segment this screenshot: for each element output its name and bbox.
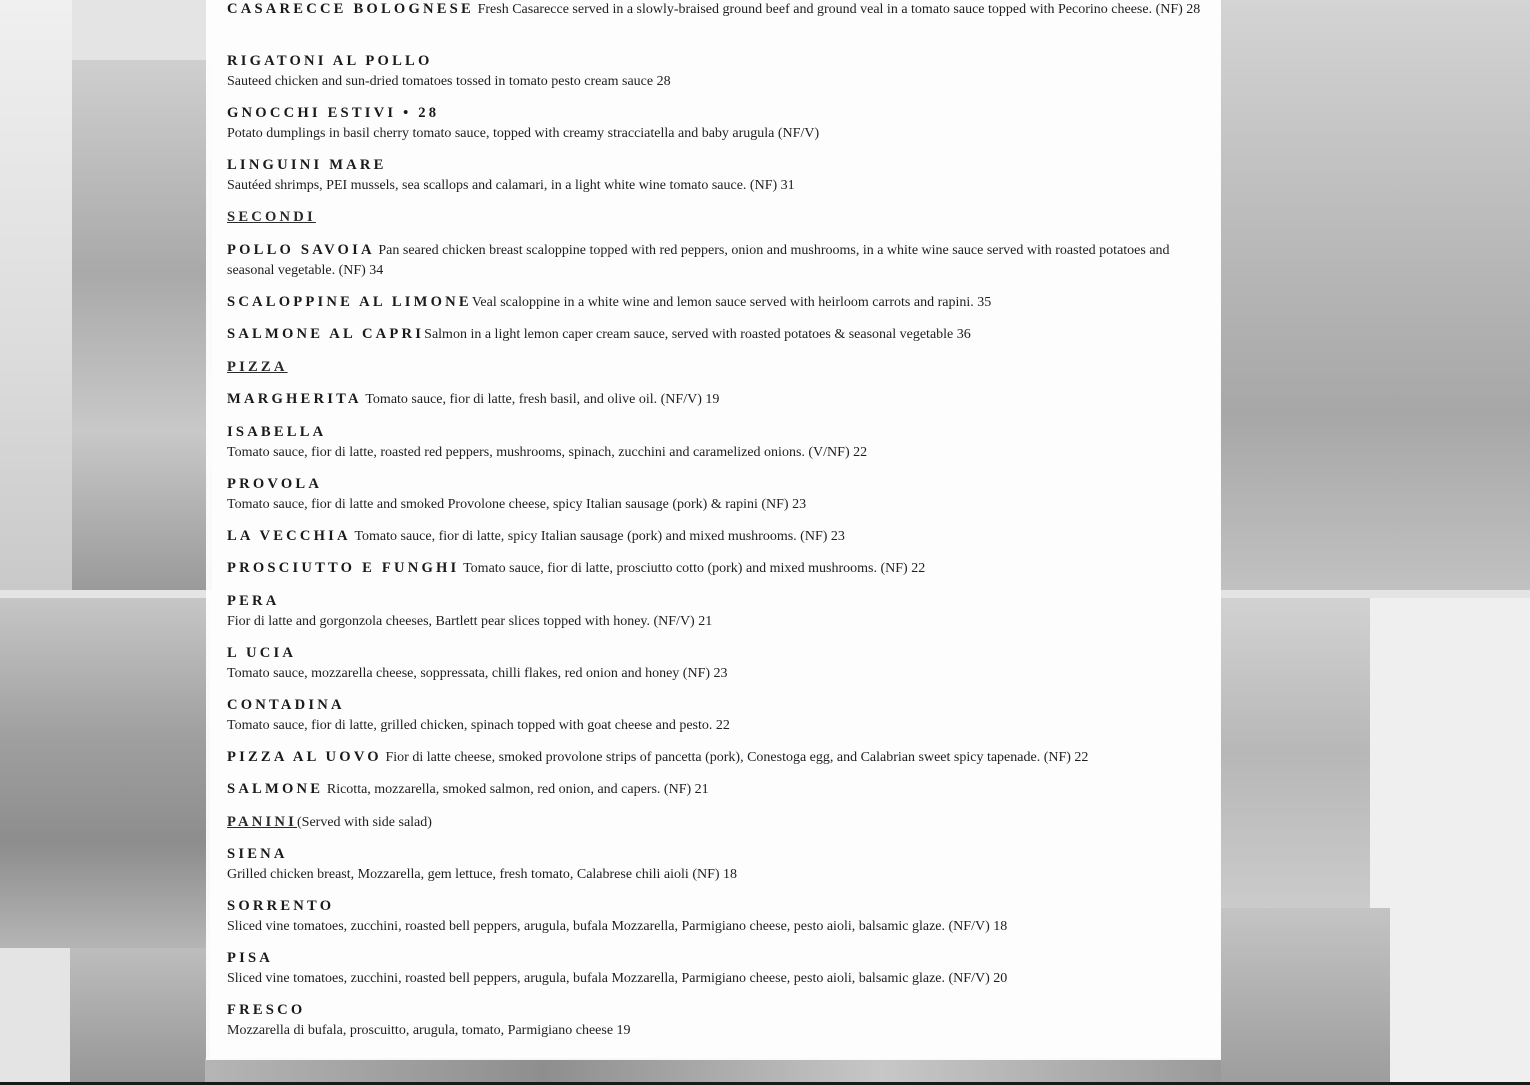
- section-heading-panini: [227, 813, 1202, 833]
- item-name: SALMONE AL CAPRI: [227, 326, 425, 342]
- background-photo-region: [70, 948, 210, 1085]
- item-description: Tomato sauce, fior di latte, roasted red peppers, mushrooms, spinach, zucchini and caramelized onions. (V/NF) 22: [227, 444, 868, 460]
- menu-item-pollo-savoia: [227, 241, 1202, 280]
- item-description: Tomato sauce, fior di latte, fresh basil, and olive oil. (NF/V) 19: [365, 392, 720, 407]
- background-photo-region: [205, 1058, 1221, 1085]
- menu-item-pera: [227, 592, 1202, 631]
- item-description: Salmon in a light lemon caper cream sauce, served with roasted potatoes & seasonal vegetable 36: [424, 327, 971, 342]
- item-name: PISA: [227, 950, 274, 966]
- background-photo-region: [0, 598, 210, 948]
- item-description: Ricotta, mozzarella, smoked salmon, red onion, and capers. (NF) 21: [326, 782, 709, 797]
- section-heading-secondi: [227, 208, 1202, 228]
- menu-item-rigatoni: [227, 52, 1202, 91]
- section-title: PANINI: [227, 814, 298, 830]
- background-photo-region: [1220, 598, 1370, 908]
- item-description: Veal scaloppine in a white wine and lemon sauce served with heirloom carrots and rapini. 35: [471, 295, 992, 310]
- item-description: Fresh Casarecce served in a slowly-braised ground beef and ground veal in a tomato sauce topped with Pecorino cheese. (NF) 28: [477, 2, 1201, 17]
- menu-item-linguini: [227, 156, 1202, 195]
- item-description: Pan seared chicken breast scaloppine topped with red peppers, onion and mushrooms, in a white wine sauce served with roasted potatoes and seasonal vegetable. (NF) 34: [227, 243, 1170, 278]
- item-name: L UCIA: [227, 645, 297, 661]
- menu-item-salmone: [227, 780, 1202, 800]
- item-description: Sliced vine tomatoes, zucchini, roasted bell peppers, arugula, bufala Mozzarella, Parmigiano cheese, pesto aioli, balsamic glaze. (NF/V) 20: [227, 970, 1008, 986]
- item-name: GNOCCHI ESTIVI • 28: [227, 105, 440, 121]
- item-description: Mozzarella di bufala, proscuitto, arugula, tomato, Parmigiano cheese 19: [227, 1022, 631, 1038]
- section-title: SECONDI: [227, 209, 316, 225]
- item-description: Tomato sauce, fior di latte, prosciutto cotto (pork) and mixed mushrooms. (NF) 22: [463, 561, 926, 576]
- menu-item-sorrento: [227, 897, 1202, 936]
- menu-item-provola: [227, 475, 1202, 514]
- item-description: Potato dumplings in basil cherry tomato sauce, topped with creamy stracciatella and baby arugula (NF/V): [227, 125, 820, 141]
- item-name: PIZZA AL UOVO: [227, 749, 382, 765]
- menu-item-contadina: [227, 696, 1202, 735]
- item-description: Fior di latte and gorgonzola cheeses, Bartlett pear slices topped with honey. (NF/V) 21: [227, 613, 713, 629]
- item-description: Tomato sauce, fior di latte and smoked Provolone cheese, spicy Italian sausage (pork) & rapini (NF) 23: [227, 496, 807, 512]
- menu-item-lucia: [227, 644, 1202, 683]
- menu-item-salmone-capri: [227, 325, 1202, 345]
- menu-item-la-vecchia: [227, 527, 1202, 547]
- background-photo-region: [1220, 908, 1390, 1083]
- section-heading-pizza: [227, 358, 1202, 378]
- menu-item-isabella: [227, 423, 1202, 462]
- item-name: PROSCIUTTO E FUNGHI: [227, 560, 460, 576]
- menu-item-gnocchi: [227, 104, 1202, 143]
- menu-item-pizza-al-uovo: [227, 748, 1202, 768]
- item-description: Tomato sauce, fior di latte, grilled chicken, spinach topped with goat cheese and pesto. 22: [227, 717, 730, 733]
- item-name: CONTADINA: [227, 697, 345, 713]
- item-name: PERA: [227, 593, 280, 609]
- item-name: SORRENTO: [227, 898, 335, 914]
- item-name: MARGHERITA: [227, 391, 362, 407]
- background-photo-region: [1370, 598, 1530, 1085]
- item-description: Tomato sauce, fior di latte, spicy Italian sausage (pork) and mixed mushrooms. (NF) 23: [354, 529, 845, 544]
- item-name: LINGUINI MARE: [227, 157, 387, 173]
- background-photo-region: [72, 60, 212, 590]
- menu-item-prosciutto-funghi: [227, 559, 1202, 579]
- item-description: Grilled chicken breast, Mozzarella, gem lettuce, fresh tomato, Calabrese chili aioli (NF) 18: [227, 866, 738, 882]
- item-name: FRESCO: [227, 1002, 306, 1018]
- section-note: (Served with side salad): [297, 815, 432, 830]
- item-name: SALMONE: [227, 781, 324, 797]
- item-name: RIGATONI AL POLLO: [227, 53, 433, 69]
- item-description: Sliced vine tomatoes, zucchini, roasted bell peppers, arugula, bufala Mozzarella, Parmigiano cheese, pesto aioli, balsamic glaze. (NF/V) 18: [227, 918, 1008, 934]
- item-description: Tomato sauce, mozzarella cheese, soppressata, chilli flakes, red onion and honey (NF) 23: [227, 665, 728, 681]
- item-name: ISABELLA: [227, 424, 327, 440]
- menu-panel: [206, 0, 1221, 1060]
- item-name: LA VECCHIA: [227, 528, 351, 544]
- menu-item-casarecce: [227, 0, 1202, 20]
- item-description: Fior di latte cheese, smoked provolone strips of pancetta (pork), Conestoga egg, and Calabrian sweet spicy tapenade. (NF) 22: [385, 750, 1089, 765]
- menu-item-pisa: [227, 949, 1202, 988]
- item-name: POLLO SAVOIA: [227, 242, 375, 258]
- item-name: SIENA: [227, 846, 288, 862]
- section-title: PIZZA: [227, 359, 288, 375]
- menu-item-fresco: [227, 1001, 1202, 1040]
- menu-item-scaloppine: [227, 293, 1202, 313]
- item-name: SCALOPPINE AL LIMONE: [227, 294, 472, 310]
- menu-item-margherita: [227, 390, 1202, 410]
- background-photo-region: [1220, 0, 1530, 590]
- item-description: Sauteed chicken and sun-dried tomatoes tossed in tomato pesto cream sauce 28: [227, 73, 671, 89]
- item-name: PROVOLA: [227, 476, 323, 492]
- background-photo-region: [0, 0, 72, 590]
- item-name: CASARECCE BOLOGNESE: [227, 1, 474, 17]
- menu-item-siena: [227, 845, 1202, 884]
- item-description: Sautéed shrimps, PEI mussels, sea scallops and calamari, in a light white wine tomato sauce. (NF) 31: [227, 177, 795, 193]
